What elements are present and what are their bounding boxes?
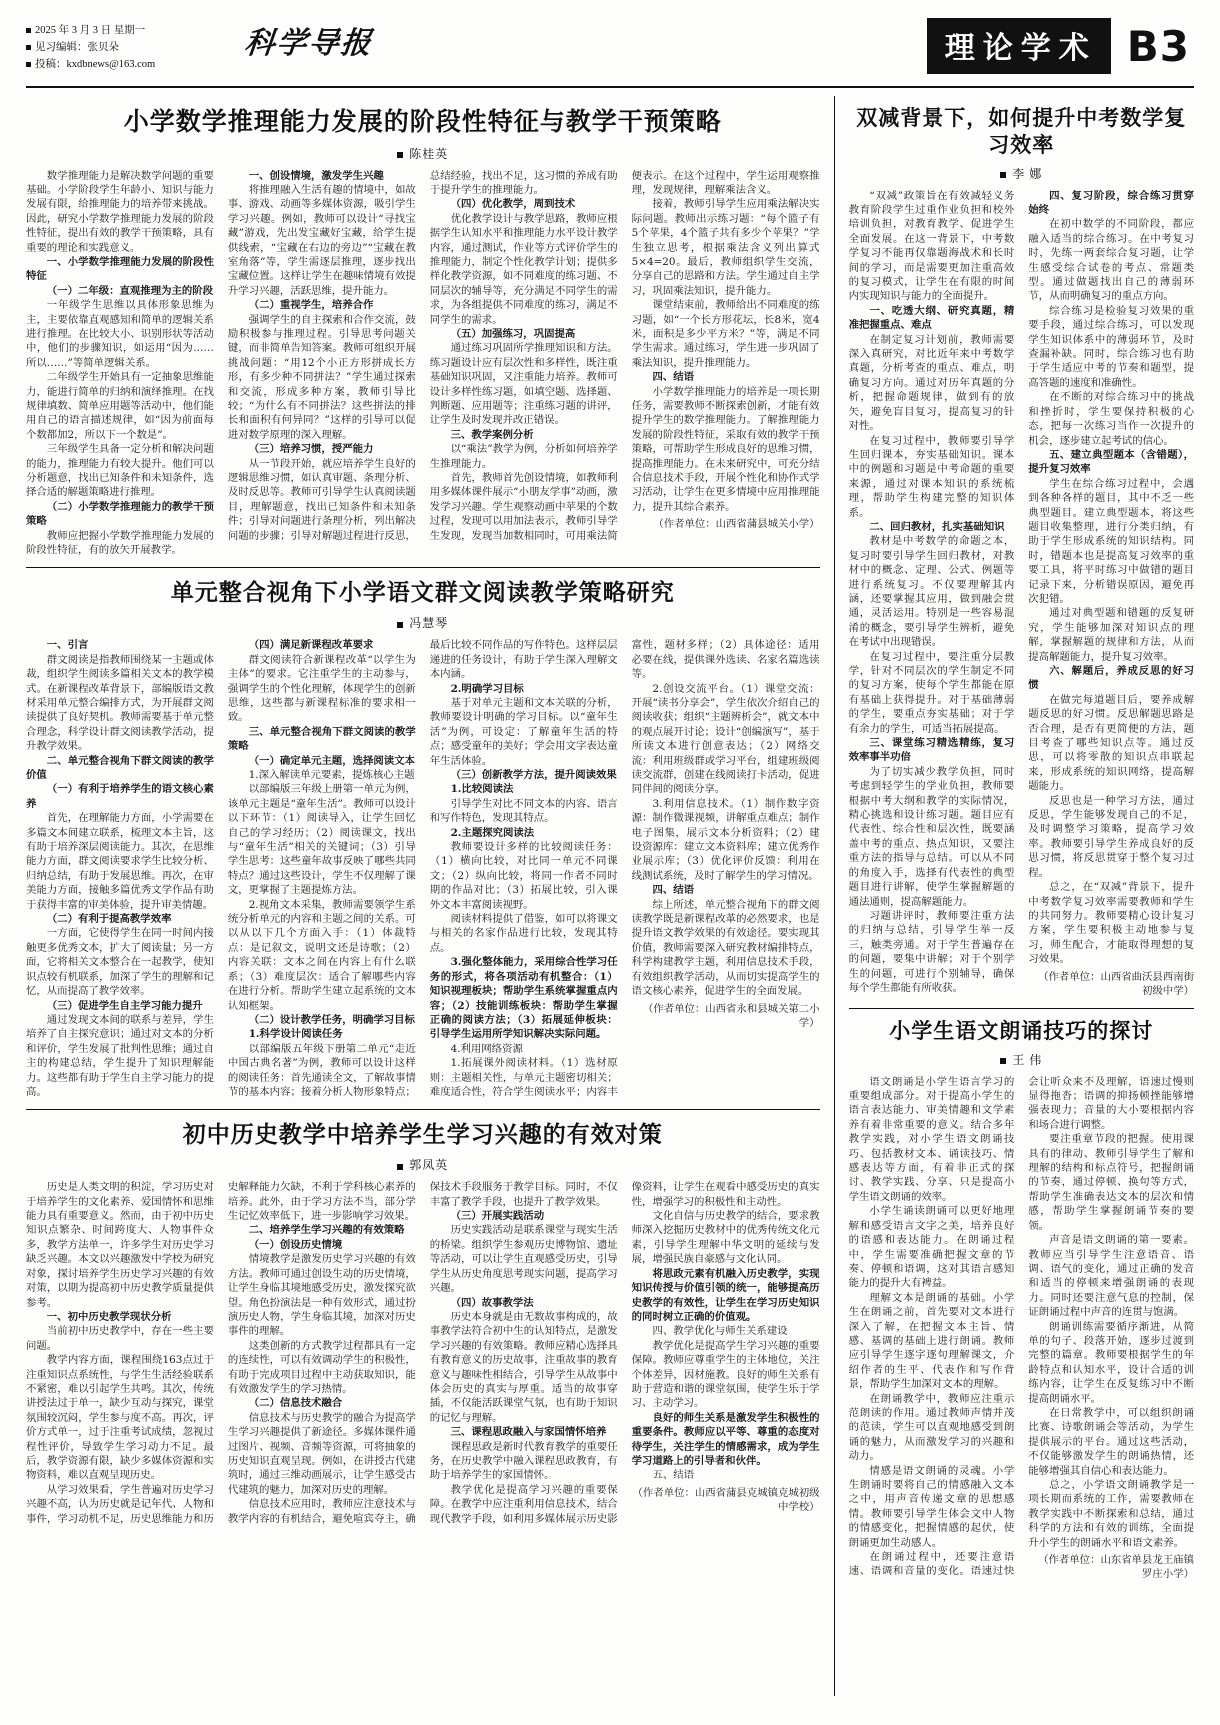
- article-5-byline: 王 伟: [849, 1051, 1194, 1068]
- article-2-signature: （作者单位：山西省永和县城关第二小学）: [642, 1002, 820, 1029]
- publication-date: 2025 年 3 月 3 日 星期一: [26, 22, 241, 39]
- editor-line: 见习编辑：张贝朵: [26, 39, 241, 56]
- article-2-title: 单元整合视角下小学语文群文阅读教学策略研究: [170, 579, 675, 607]
- article-1-title: 小学数学推理能力发展的阶段性特征与教学干预策略: [123, 107, 722, 136]
- article-2-body: 一、引言 群文阅读是指教师围绕某一主题或体裁，组织学生阅读多篇相关文本的教学模式。在新课程改革背景下，部编版语文教材采用单元整合编排方式，为开展群文阅读提供了良好契机。教师需要基于单元整合理念，科学设计群文阅读教学活动，提升教学效果。 二、单元整合视角下群文阅读的教学价值 （一）有利于培养学生的语文核心素养 首先，在理解能力方面，小学需要在多篇文本间建立联系，梳理文本主旨，这有助于培养深层阅读能力。其次，在思维能力方面，群文阅读要求学生比较分析、归纳总结，有助于发展思维。再次，在审美能力方面，接触多篇优秀文学作品有助于获得丰富的审美体验，提升审美情趣。 （二）有利于提高教学效率 一方面，它使得学生在同一时间内接触更多优秀文本，扩大了阅读量；另一方面，它将相关文本整合在一起教学，使知识点较有机联系，加深了学生的理解和记忆，从而提高了教学效率。 （三）促进学生自主学习能力提升 通过发现文本间的联系与差异，学生培养了自主探究意识；通过对文本的分析和评价，学生发展了批判性思维；通过自主的构建总结，学生提升了知识理解能力。这些都有助于学生自主学习能力的提高。 （四）满足新课程改革要求 群文阅读符合新课程改革“以学生为主体”的要求。它注重学生的主动参与，强调学生的个性化理解，体现学生的创新思维，这些都与新课程标准的要求相一致。 三、单元整合视角下群文阅读的教学策略 （一）确定单元主题，选择阅读文本 1.深入解读单元要素，提炼核心主题 以部编版三年级上册第一单元为例，该单元主题是“童年生活”。教师可以设计以下环节：（1）阅读导入，让学生回忆自己的学习经历；（2）阅读课文，找出与“童年生活”相关的关键词；（3）引导学生思考：这些童年故事反映了哪些共同特点？通过这些设计，学生不仅理解了课文，更掌握了主题提炼方法。 2.视角文本采集，教师需要领学生系统分析单元的内容和主题之间的关系。可以从以下几个方面入手：（1）体裁特点：是记叙文，说明文还是诗歌；（2）内容关联：文本之间在内容上有什么联系；（3）难度层次：适合了解哪些内容在进行分析。帮助学生建立起系统的文本认知框架。 （二）设计教学任务，明确学习目标 1.科学设计阅读任务 以部编版五年级下册第二单元“走近中国古典名著”为例，教师可以设计这样的阅读任务：首先通读全文，了解故事情节的基本内容；接着分析人物形象特点；最后比较不同作品的写作特色。这样层层递进的任务设计，有助于学生深入理解文本内涵。 2.明确学习目标 基于对单元主题和文本关联的分析，教师要设计明确的学习目标。以“童年生活”为例，可设定：了解童年生活的特点；感受童年的美好；学会用文字表达童年生活体验。 （三）创新教学方法，提升阅读效果 1.比较阅读法 引导学生对比不同文本的内容、语言和写作特色，发现其特点。 2.主题探究阅读法 教师要设计多样的比较阅读任务：（1）横向比较，对比同一单元不同课文；（2）纵向比较，将同一作者不同时期的作品对比；（3）拓展比较，引入课外文本丰富阅读视野。 阅读材料提供了借鉴，如可以将课文与相关的名家作品进行比较，发现其特点。 3.强化整体能力，采用综合性学习任务的形式，将各项活动有机整合：（1）知识视理板块；帮助学生系统掌握重点内容；（2）技能训练板块：帮助学生掌握正确的阅读方法；（3）拓展延伸板块：引导学生运用所学知识解决实际问题。 4.利用网络资源 1.拓展课外阅读材料。（1）选材原则：主题相关性，与单元主题密切相关；难度适合性，符合学生阅读水平；内容丰富性，题材多样；（2）具体途径：适用必要在线，提供课外选读、名家名篇选读等。 2.创设交流平台。（1）课堂交流：开展“读书分享会”，学生依次介绍自己的阅读收获；组织“主题辨析会”，就文本中的观点展开讨论；设计“创编演写”，基于所读文本进行创意表达；（2）网络交流：利用班级群或学习平台，组建班级阅读交流群，创建在线阅读打卡活动，促进同伴间的阅读分享。 3.利用信息技术。（1）制作数字资源：制作微课视频，讲解重点难点；制作电子图集，展示文本分析资料；（2）建设资源库：建立文本资料库；建立优秀作业展示库；（3）优化评价反馈：利用在线测试系统，及时了解学生的学习情况。 四、结语 综上所述，单元整合视角下的群文阅读教学既是新课程改革的必然要求，也是提升语文教学效果的有效途径。要实现其价值，教师需要深入研究教材编排特点，科学构建教学主题，利用信息技术手段，有效组织教学活动，从而切实提高学生的语文核心素养，促进学生的全面发展。 （作者单位：山西省永和县城关第二小学）: [26, 639, 820, 1098]
- article-5-signature: （作者单位：山东省单县龙王庙镇罗庄小学）: [1038, 1554, 1194, 1581]
- article-3-signature: （作者单位：山西省蒲县克城镇克城初级中学校）: [632, 1486, 820, 1514]
- masthead: [26, 18, 1194, 88]
- page-body: [26, 96, 1194, 1696]
- article-2: [26, 578, 820, 1099]
- bullet-square-icon: [397, 1164, 403, 1170]
- article-4-signature: （作者单位：山西省曲沃县西南街初级中学）: [1038, 970, 1194, 997]
- submission-email: 投稿：kxdbnews@163.com: [26, 56, 241, 73]
- article-4: [849, 104, 1194, 998]
- section-banner: 理论学术: [927, 18, 1111, 74]
- article-5: [849, 1017, 1194, 1582]
- divider: [26, 567, 820, 568]
- bullet-square-icon: [397, 622, 403, 628]
- article-5-body: 语文朗诵是小学生语言学习的重要组成部分。对于提高小学生的语言表达能力、审美情趣和文学素养有着非常重要的意义。结合多年教学实践，对小学生语文朗诵技巧、包括教材文本、诵读技巧、情感表达等方面，有着非正式的探讨、教学实践、分享、只是提高小学生语文朗诵的效率。 小学生诵读朗诵可以更好地理解和感受语言文字之美，培养良好的语感和表达能力。在朗诵过程中，学生需要准确把握文章的节奏、停顿和语调，这对其语言感知能力的提升大有裨益。 理解文本是朗诵的基础。小学生在朗诵之前，首先要对文本进行深入了解，在把握文本主旨、情感、基调的基础上进行朗诵。教师应引导学生逐字逐句理解课文，介绍作者的生平、代表作和写作背景，帮助学生加深对文本的理解。 在朗诵教学中，教师应注重示范朗读的作用。通过教师声情并茂的范读，学生可以直观地感受到朗诵的魅力，从而激发学习的兴趣和动力。 情感是语文朗诵的灵魂。小学生朗诵时要将自己的情感融入文本之中，用声音传递文章的思想感情。教师要引导学生体会文中人物的情感变化，把握情感的起伏，使朗诵更加生动感人。 在朗诵过程中，还要注意语速、语调和音量的变化。语速过快会让听众来不及理解，语速过慢则显得拖沓；语调的抑扬顿挫能够增强表现力；音量的大小要根据内容和场合进行调整。 要注重章节段的把握。使用课具有的律动、教师引导学生了解和理解的结构和标点符号，把握朗诵的节奏，通过停顿、换句等方式，帮助学生准确表达文本的层次和情感，帮助学生掌握朗诵节奏的要领。 声音是语文朗诵的第一要素。教师应当引导学生注意语音、语调、语气的变化，通过正确的发音和适当的停顿来增强朗诵的表现力。同时还要注意气息的控制，保证朗诵过程中声音的连贯与饱满。 朗诵训练需要循序渐进，从简单的句子、段落开始，逐步过渡到完整的篇章。教师要根据学生的年龄特点和认知水平，设计合适的训练内容，让学生在反复练习中不断提高朗诵水平。 在日常教学中，可以组织朗诵比赛、诗歌朗诵会等活动，为学生提供展示的平台。通过这些活动，不仅能够激发学生的朗诵热情，还能够增强其自信心和表达能力。 总之，小学语文朗诵教学是一项长期而系统的工作，需要教师在教学实践中不断探索和总结，通过科学的方法和有效的训练，全面提升小学生的朗诵水平和语文素养。 （作者单位：山东省单县龙王庙镇罗庄小学）: [848, 1075, 1194, 1581]
- article-3-body: 历史是人类文明的积淀，学习历史对于培养学生的文化素养、爱国情怀和思维能力具有重要意义。然而，由于初中历史知识点繁杂、时间跨度大、人物事件众多，教学方法单一，许多学生对历史学习缺乏兴趣。本文以兴趣激发中学校为研究对象，探讨培养学生历史学习兴趣的有效对策，以期为提高初中历史教学质量提供参考。 一、初中历史教学现状分析 当前初中历史教学中，存在一些主要问题。 教学内容方面，课程围绕163点过于注重知识点系统性，与学生生活经验联系不紧密，难以引起学生共鸣。其次，传统讲授法过于单一，缺少互动与探究，课堂氛围较沉闷，学生参与度不高。再次，评价方式单一，过于注重考试成绩，忽视过程性评价，导致学生学习动力不足。最后，教学资源有限，缺少多媒体资源和实物资料，难以直观呈现历史。 从学习效果看，学生普遍对历史学习兴趣不高，认为历史就是记年代、人物和事件，学习动机不足，历史思维能力和历史解释能力欠缺，不利于学科核心素养的培养。此外，由于学习方法不当，部分学生记忆效率低下，进一步影响学习效果。 二、培养学生学习兴趣的有效策略 （一）创设历史情境 情境教学是激发历史学习兴趣的有效方法。教师可通过创设生动的历史情境，让学生身临其境地感受历史，激发探究欲望。角色扮演法是一种有效形式，通过扮演历史人物，学生身临其境，加深对历史事件的理解。 这类创新的方式教学过程都具有一定的连续性，可以有效调动学生的积极性，有助于完成项目过程中主动获取知识，能有效激发学生的学习热情。 （二）信息技术融合 信息技术与历史教学的融合为提高学生学习兴趣提供了新途径。多媒体课件通过图片、视频、音频等资源，可将抽象的历史知识直观呈现。例如，在讲授古代建筑时，通过三维动画展示，让学生感受古代建筑的魅力，加深对历史的理解。 信息技术应用时，教师应注意技术与教学内容的有机结合，避免喧宾夺主，确保技术手段服务于教学目标。同时，不仅丰富了教学手段，也提升了教学效果。 （三）开展实践活动 历史实践活动是联系课堂与现实生活的桥梁。组织学生参观历史博物馆、遗址等活动，可以让学生直观感受历史，引导学生从历史角度思考现实问题，提高学习兴趣。 （四）故事教学法 历史本身就是由无数故事构成的，故事教学法符合初中生的认知特点，是激发学习兴趣的有效策略。教师应精心选择具有教育意义的历史故事，注重故事的教育意义与趣味性相结合，引导学生从故事中体会历史的真实与厚重。适当的故事穿插，不仅能活跃课堂气氛，也有助于知识的记忆与理解。 三、课程思政融入与家国情怀培养 课程思政是新时代教育教学的重要任务，在历史教学中融入课程思政教育，有助于培养学生的家国情怀。 教学优化是提高学习兴趣的重要保障。在教学中应注重利用信息技术，结合现代教学手段，如利用多媒体展示历史影像资料，让学生在观看中感受历史的真实性，增强学习的积极性和主动性。 文化自信与历史教学的结合，要求教师深入挖掘历史教材中的优秀传统文化元素，引导学生理解中华文明的延续与发展，增强民族自豪感与文化认同。 将思政元素有机融入历史教学，实现知识传授与价值引领的统一，能够提高历史教学的有效性，让学生在学习历史知识的同时树立正确的价值观。 四、教学优化与师生关系建设 教学优化是提高学生学习兴趣的重要保障。教师应尊重学生的主体地位，关注个体差异，因材施教。良好的师生关系有助于营造和谐的课堂氛围，使学生乐于学习、主动学习。 良好的师生关系是激发学生积极性的重要条件。教师应以平等、尊重的态度对待学生，关注学生的情感需求，成为学生学习道路上的引导者和伙伴。 五、结语 （作者单位：山西省蒲县克城镇克城初级中学校）: [26, 1181, 820, 1525]
- article-1-byline: 陈桂英: [26, 145, 820, 162]
- divider: [26, 1109, 820, 1110]
- bullet-square-icon: [1000, 172, 1006, 178]
- bullet-square-icon: [397, 152, 403, 158]
- article-2-byline: 冯慧琴: [26, 614, 820, 631]
- article-1-body: 数学推理能力是解决数学问题的重要基础。小学阶段学生年龄小、知识与能力发展有限，给推理能力的培养带来挑战。因此，研究小学数学推理能力发展的阶段性特征，提出有效的教学干预策略，具有重要的理论和实践意义。 一、小学数学推理能力发展的阶段性特征 （一）二年级：直观推理为主的阶段 一年级学生思维以具体形象思维为主，主要依靠直观感知和简单的逻辑关系进行推理。在比较大小、识别形状等活动中，他们的步骤知识，如运用“因为……所以……”等简单逻辑关系。 二年级学生开始具有一定抽象思维能力，能进行简单的归纳和演绎推理。在找规律填数、简单应用题等活动中，他们能用自己的语言描述规律，如“因为前面每个数都加2，所以下一个数是”。 三年级学生具备一定分析和解决问题的能力，推理能力有较大提升。他们可以分析题意，找出已知条件和未知条件，选择合适的解题策略进行推理。 （二）小学数学推理能力的教学干预策略 教师应把握小学数学推理能力发展的阶段性特征，有的放矢开展教学。 一、创设情境，激发学生兴趣 将推理融入生活有趣的情境中，如故事、游戏、动画等多媒体资源，吸引学生学习兴趣。例如，教师可以设计“寻找宝藏”游戏，先出发宝藏好宝藏，给学生提供线索，“宝藏在右边的旁边”“宝藏在教室角落”等，学生需逐层推理，逐步找出宝藏位置。这样让学生在趣味情境有效提升学习兴趣，活跃思维，提升能力。 （二）重视学生，培养合作 强调学生的自主探索和合作交流，鼓励积极参与推理过程。引导思考问题关键，而非简单告知答案。教师可组织开展挑战问题：“用12个小正方形拼成长方形，有多少种不同拼法？”学生通过探索和交流，形成多种方案，教师引导比较；“为什么有不同拼法？这些拼法的排长和面积有何异同？”这样的引导可以促进对数学原理的深入理解。 （三）培养习惯，授严能力 从一节段开始，就应培养学生良好的逻辑思维习惯，如认真审题、条理分析、及时反思等。教师可引导学生认真阅读题目，理解题意，找出已知条件和未知条件；引导对问题进行条理分析，列出解决问题的步骤；引导对解题过程进行反思，总结经验，找出不足，这习惯的养成有助于提升学生的推理能力。 （四）优化教学，周到技术 优化教学设计与教学思路，教师应根据学生认知水平和推理能力水平设计教学内容，通过测试，作业等方式评价学生的推理能力，制定个性化教学计划；提供多样化教学资源，如不同难度的练习题、不同层次的辅导等，充分满足不同学生的需求，为各组提供不同难度的练习，满足不同学生的需求。 （五）加强练习，巩固提高 通过练习巩固所学推理知识和方法。练习题设计应有层次性和多样性，既注重基础知识巩固，又注重能力培养。教师可设计多样性练习题，如填空题、选择题、判断题、应用题等；注重练习题的讲评，让学生及时发现并改正错误。 三、教学案例分析 以“乘法”教学为例，分析如何培养学生推理能力。 首先，教师首先创设情境，如教师利用多媒体课件展示“小朋友学事”动画，激发学习兴趣。学生观察动画中苹果的个数过程，发现可以用加法表示，教师引导学生发现，发现当加数相同时，可用乘法简便表示。在这个过程中，学生运用观察推理，发现规律，理解乘法含义。 接着，教师引导学生应用乘法解决实际问题。教师出示练习题：“每个篮子有5个苹果，4个篮子共有多少个苹果？”学生独立思考，根据乘法含义列出算式5×4=20。最后，教师组织学生交流，分享自己的思路和方法。学生通过自主学习，巩固乘法知识，提升能力。 课堂结束前，教师给出不同难度的练习题，如“一个长方形花坛，长8米，宽4米，面积是多少平方米？”等，满足不同学生需求。通过练习，学生进一步巩固了乘法知识，提升推理能力。 四、结语 小学数学推理能力的培养是一项长期任务，需要教师不断探索创新，才能有效提升学生的数学推理能力。了解推理能力发展的阶段性特征，采取有效的教学干预策略，可帮助学生形成良好的思维习惯，提高推理能力。在未来研究中，可充分结合信息技术手段，开展个性化和协作式学习活动，让学生在更多情境中应用推理能力，提升其综合素养。 （作者单位：山西省蒲县城关小学）: [26, 169, 820, 557]
- page-number: B3: [1126, 21, 1190, 71]
- bullet-square-icon: [26, 28, 31, 33]
- article-1-signature: （作者单位：山西省蒲县城关小学）: [653, 518, 820, 531]
- bullet-square-icon: [1000, 1058, 1006, 1064]
- article-3: [26, 1120, 820, 1526]
- article-4-body: “双减”政策旨在有效减轻义务教育阶段学生过重作业负担和校外培训负担，对教育教学、促进学生全面发展。在这一背景下，中考数学复习不能再仅靠题海战术和长时间的学习，而是需要更加注重高效的复习模式，让学生在有限的时间内实现知识与能力的全面提升。 一、吃透大纲、研究真题，精准把握重点、难点 在制定复习计划前，教师需要深入真研究，对比近年来中考数学真题，分析考查的重点、难点，明确复习方向。通过对历年真题的分析，把握命题规律，做到有的放矢，避免盲目复习，提高复习的针对性。 在复习过程中，教师要引导学生回归课本，夯实基础知识。课本中的例题和习题是中考命题的重要来源，通过对课本知识的系统梳理，帮助学生构建完整的知识体系。 二、回归教材，扎实基础知识 教材是中考数学的命题之本，复习时要引导学生回归教材，对教材中的概念、定理、公式、例题等进行系统复习。不仅要理解其内涵，还要掌握其应用，做到融会贯通，灵活运用。特别是一些容易混淆的概念，要引导学生辨析，避免在考试中出现错误。 在复习过程中，要注重分层教学，针对不同层次的学生制定不同的复习方案，使每个学生都能在原有基础上获得提升。对于基础薄弱的学生，要重点夯实基础；对于学有余力的学生，可适当拓展提高。 三、课堂练习精选精练，复习效率事半功倍 为了切实减少教学负担，同时考虑到轻学生的学业负担，教师要根据中考大纲和教学的实际情况，精心挑选和设计练习题。题目应有代表性、综合性和层次性，既要涵盖中考的重点、热点知识，又要注重方法的指导与总结。可以从不同的角度入手，选择有代表性的典型题目进行讲解，使学生掌握解题的通法通则，提高解题能力。 习题讲评时，教师要注重方法的归纳与总结，引导学生举一反三，触类旁通。对于学生普遍存在的问题，要集中讲解；对于个别学生的问题，可进行个别辅导，确保每个学生都能有所收获。 四、复习阶段，综合练习贯穿始终 在初中数学的不同阶段，都应融入适当的综合练习。在中考复习时，先练一两套综合复习题，让学生感受综合试卷的考点、常题类型。通过做题找出自己的薄弱环节，从而明确复习的重点方向。 综合练习是检验复习效果的重要手段，通过综合练习，可以发现学生知识体系中的薄弱环节，及时查漏补缺。同时，综合练习也有助于学生适应中考的节奏和题型，提高答题的速度和准确性。 在不断的对综合练习中的挑战和挫折时，学生要保持积极的心态，把每一次练习当作一次提升的机会，逐步建立起考试的信心。 五、建立典型题本（含错题），提升复习效率 学生在综合练习过程中，会遇到各种各样的题目，其中不乏一些典型题目。建立典型题本，将这些题目收集整理，进行分类归纳，有助于学生形成系统的知识结构。同时，错题本也是提高复习效率的重要工具，将平时练习中做错的题目记录下来，分析错误原因，避免再次犯错。 通过对典型题和错题的反复研究，学生能够加深对知识点的理解，掌握解题的规律和方法，从而提高解题能力，提升复习效率。 六、解题后，养成反思的好习惯 在做完每道题目后，要养成解题反思的好习惯。反思解题思路是否合理，是否有更简便的方法，题目考查了哪些知识点等。通过反思，可以将零散的知识点串联起来，形成系统的知识网络，提高解题能力。 反思也是一种学习方法，通过反思，学生能够发现自己的不足，及时调整学习策略，提高学习效率。教师要引导学生养成良好的反思习惯，将反思贯穿于整个复习过程。 总之，在“双减”背景下，提升中考数学复习效率需要教师和学生的共同努力。教师要精心设计复习方案，学生要积极主动地参与复习，师生配合，才能取得理想的复习效果。 （作者单位：山西省曲沃县西南街初级中学）: [848, 189, 1194, 997]
- article-3-title: 初中历史教学中培养学生学习兴趣的有效对策: [182, 1121, 663, 1149]
- article-3-byline: 郭凤英: [26, 1156, 820, 1173]
- right-column: [835, 96, 1194, 1696]
- left-column: [26, 96, 835, 1696]
- masthead-logo-area: [241, 18, 927, 62]
- article-4-byline: 李 娜: [849, 165, 1194, 182]
- article-4-title: 双减背景下，如何提升中考数学复习效率: [856, 105, 1187, 158]
- publication-logo: 科学导报: [242, 26, 375, 61]
- article-1: [26, 106, 820, 557]
- masthead-section-area: [927, 18, 1194, 74]
- divider: [849, 1008, 1194, 1009]
- bullet-square-icon: [26, 45, 31, 50]
- bullet-square-icon: [26, 62, 31, 67]
- article-5-title: 小学生语文朗诵技巧的探讨: [889, 1018, 1154, 1044]
- masthead-info: [26, 18, 241, 73]
